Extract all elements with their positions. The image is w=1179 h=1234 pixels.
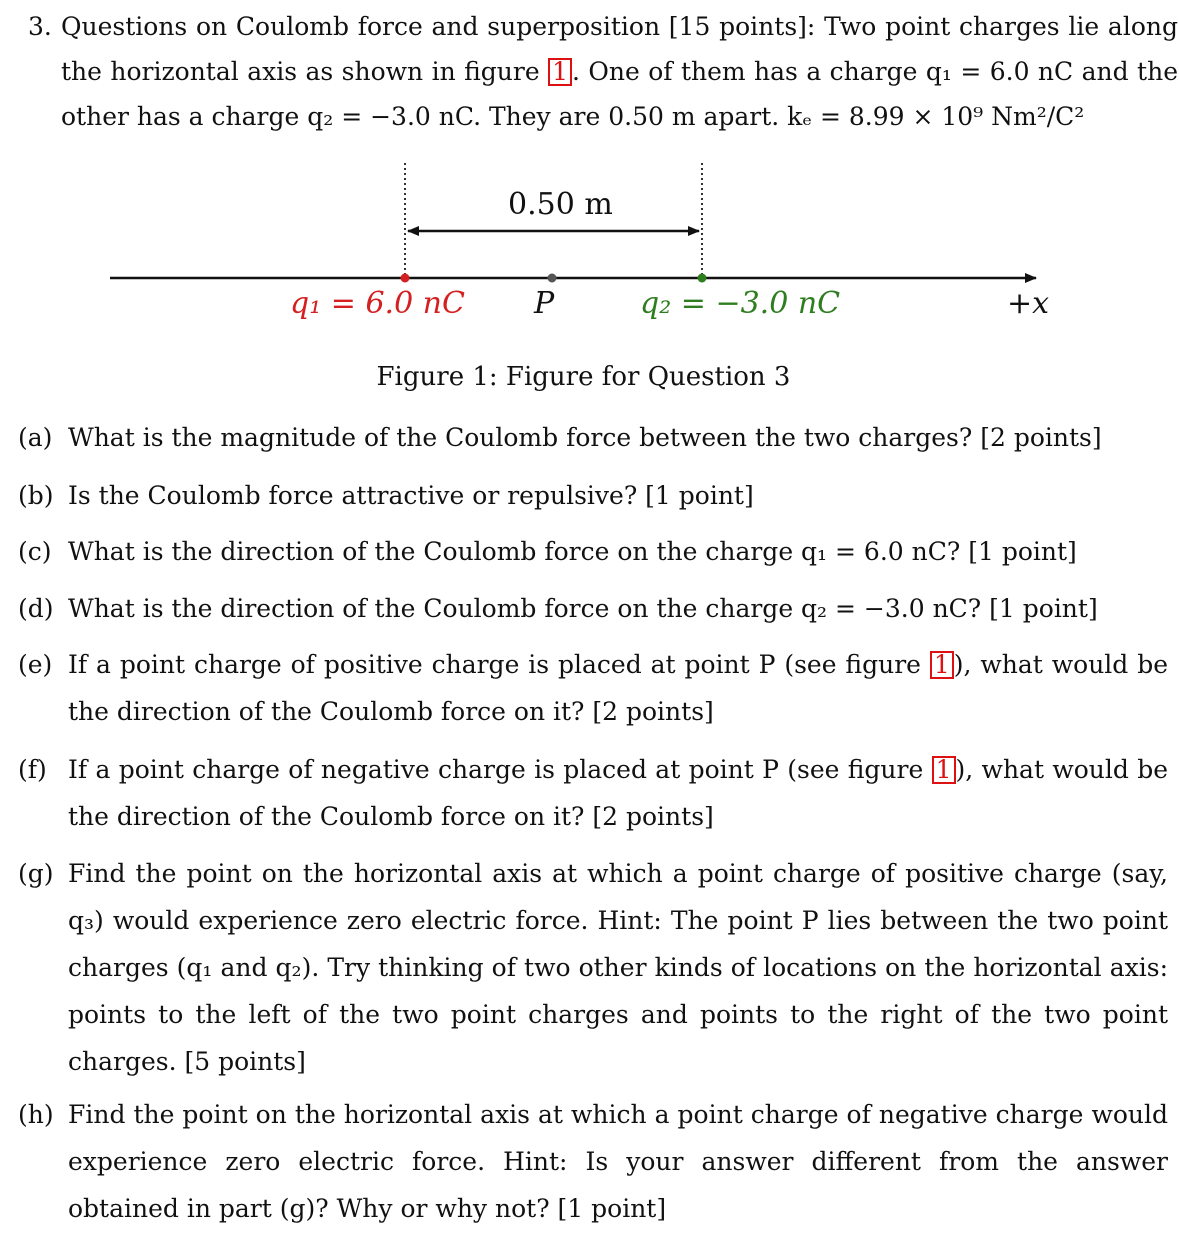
part-text-pre: If a point charge of negative charge is placed at point P (see figure bbox=[68, 755, 932, 784]
q2-label: q₂ = −3.0 nC bbox=[640, 286, 841, 321]
part-label: (c) bbox=[18, 537, 52, 566]
part-b bbox=[18, 472, 1168, 519]
figure-reference-link[interactable]: 1 bbox=[930, 651, 954, 679]
q1-point bbox=[401, 274, 410, 283]
figure-1 bbox=[0, 160, 1179, 390]
part-e bbox=[18, 641, 1168, 735]
figure-reference-link[interactable]: 1 bbox=[548, 58, 572, 86]
p-label: P bbox=[534, 286, 555, 321]
part-text: Find the point on the horizontal axis at which a point charge of positive charge (say, q₃) would experience zero electric force. Hint: The point P lies between the two point charges (q₁ and q₂). Try thinking of two other kinds of locations on the horizontal axis: points to the left of the two point charges and points to the right of the two point charges. [5 points] bbox=[68, 859, 1168, 1076]
part-d bbox=[18, 585, 1168, 632]
part-text bbox=[68, 641, 1168, 735]
part-label: (h) bbox=[18, 1100, 54, 1129]
q2-point bbox=[698, 274, 707, 283]
question-header bbox=[28, 4, 1178, 139]
part-text: What is the direction of the Coulomb force on the charge q₂ = −3.0 nC? [1 point] bbox=[68, 594, 1098, 623]
part-label: (g) bbox=[18, 859, 54, 888]
figure-reference-link[interactable]: 1 bbox=[932, 756, 956, 784]
axis-label: +x bbox=[1007, 286, 1050, 321]
question-text-part2: . One of them has a charge q₁ = 6.0 nC and the other has a charge q₂ = −3.0 nC. They are 0.50 m apart. kₑ = 8.99 × 10⁹ Nm²/C² bbox=[61, 57, 1178, 131]
question-number: 3. bbox=[28, 12, 52, 41]
part-text-post: ), what would be the direction of the Coulomb force on it? [2 points] bbox=[68, 650, 1169, 726]
part-h bbox=[18, 1091, 1168, 1232]
question-text-part1: Questions on Coulomb force and superposition [15 points]: Two point charges lie along the horizontal axis as shown in figure bbox=[61, 12, 1178, 86]
figure-caption: Figure 1: Figure for Question 3 bbox=[376, 362, 791, 392]
part-c bbox=[18, 528, 1168, 575]
part-text bbox=[68, 746, 1168, 840]
p-point bbox=[548, 274, 557, 283]
part-label: (b) bbox=[18, 481, 54, 510]
part-a bbox=[18, 414, 1168, 461]
part-label: (e) bbox=[18, 650, 53, 679]
part-label: (f) bbox=[18, 755, 47, 784]
part-text: Find the point on the horizontal axis at which a point charge of negative charge would experience zero electric force. Hint: Is your answer different from the answer obtained in part (g)? Why or why not? [1 point] bbox=[68, 1100, 1168, 1223]
part-g bbox=[18, 850, 1168, 1085]
part-text: What is the direction of the Coulomb force on the charge q₁ = 6.0 nC? [1 point] bbox=[68, 537, 1077, 566]
q1-label: q₁ = 6.0 nC bbox=[290, 286, 465, 321]
part-text-pre: If a point charge of positive charge is placed at point P (see figure bbox=[68, 650, 930, 679]
part-text-post: ), what would be the direction of the Coulomb force on it? [2 points] bbox=[68, 755, 1169, 831]
part-label: (d) bbox=[18, 594, 54, 623]
distance-label: 0.50 m bbox=[508, 187, 613, 222]
part-text: What is the magnitude of the Coulomb force between the two charges? [2 points] bbox=[68, 423, 1102, 452]
question-statement bbox=[61, 4, 1178, 139]
part-label: (a) bbox=[18, 423, 53, 452]
part-f bbox=[18, 746, 1168, 840]
part-text: Is the Coulomb force attractive or repulsive? [1 point] bbox=[68, 481, 754, 510]
